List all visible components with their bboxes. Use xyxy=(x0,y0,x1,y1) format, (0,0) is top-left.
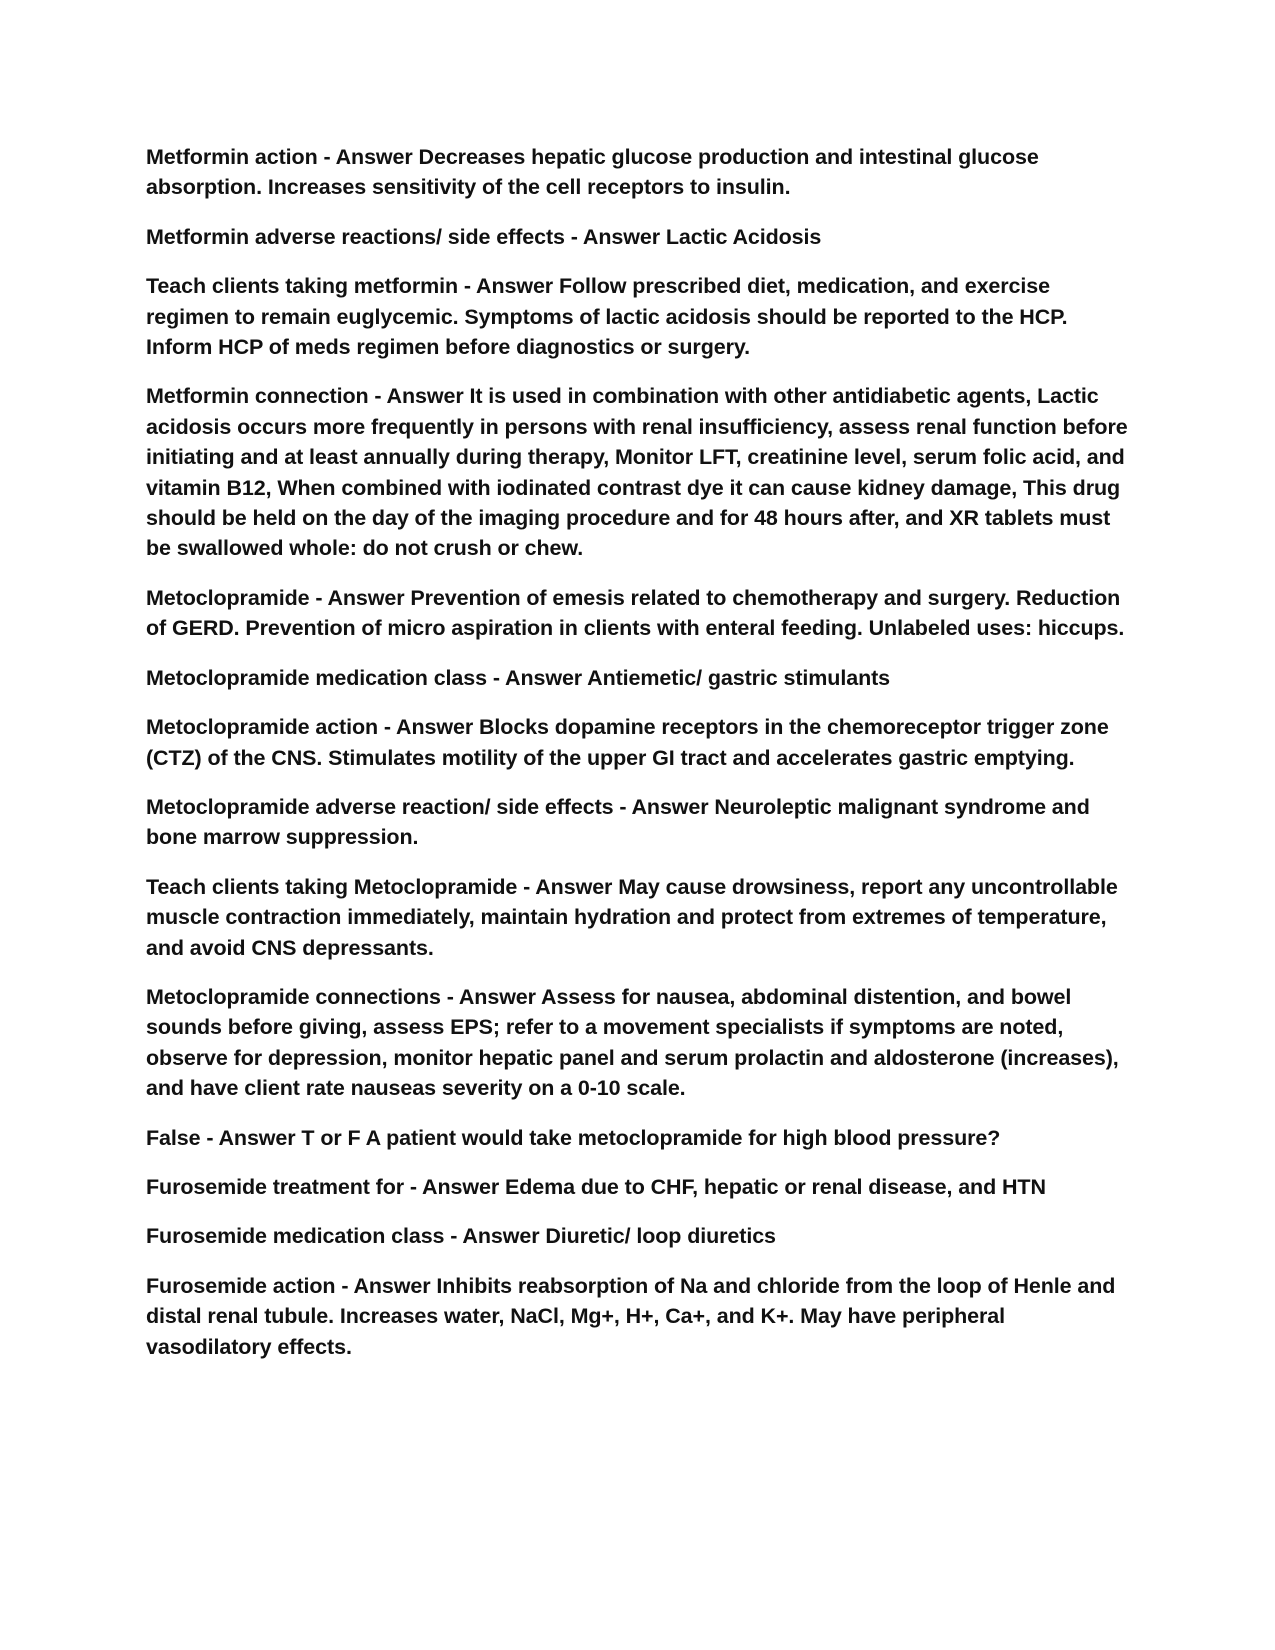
entry-metformin-action: Metformin action - Answer Decreases hepatic glucose production and intestinal glucose absorption. Increases sensitivity of the cell receptors to insulin. xyxy=(146,145,1039,200)
entry-metformin-adverse-reactions: Metformin adverse reactions/ side effects - Answer Lactic Acidosis xyxy=(146,224,822,249)
entry-furosemide-action: Furosemide action - Answer Inhibits reabsorption of Na and chloride from the loop of Henle and distal renal tubule. Increases water, NaCl, Mg+, H+, Ca+, and K+. May have peripheral vasodilatory effects. xyxy=(146,1273,1116,1359)
entry-metoclopramide-action: Metoclopramide action - Answer Blocks dopamine receptors in the chemoreceptor trigger zone (CTZ) of the CNS. Stimulates motility of the upper GI tract and accelerates gastric emptying. xyxy=(146,715,1109,770)
entry-furosemide-class: Furosemide medication class - Answer Diuretic/ loop diuretics xyxy=(146,1224,776,1249)
entry-true-false-question: False - Answer T or F A patient would take metoclopramide for high blood pressure? xyxy=(146,1125,1001,1150)
entry-metoclopramide-adverse: Metoclopramide adverse reaction/ side effects - Answer Neuroleptic malignant syndrome and bone marrow suppression. xyxy=(146,794,1090,850)
document-body xyxy=(146,142,1136,1381)
entry-metoclopramide-connections: Metoclopramide connections - Answer Assess for nausea, abdominal distention, and bowel sounds before giving, assess EPS; refer to a movement specialists if symptoms are noted, observe for depression, monitor hepatic panel and serum prolactin and aldosterone (increases), and have client rate nauseas severity on a 0-10 scale. xyxy=(146,984,1119,1101)
entry-teach-metformin: Teach clients taking metformin - Answer Follow prescribed diet, medication, and exercise regimen to remain euglycemic. Symptoms of lactic acidosis should be reported to the HCP. Inform HCP of meds regimen before diagnostics or surgery. xyxy=(146,274,1068,360)
entry-furosemide-treatment: Furosemide treatment for - Answer Edema due to CHF, hepatic or renal disease, and HTN xyxy=(146,1174,1046,1199)
entry-teach-metoclopramide: Teach clients taking Metoclopramide - Answer May cause drowsiness, report any uncontrollable muscle contraction immediately, maintain hydration and protect from extremes of temperature, and avoid CNS depressants. xyxy=(146,874,1118,960)
entry-metoclopramide: Metoclopramide - Answer Prevention of emesis related to chemotherapy and surgery. Reduction of GERD. Prevention of micro aspiration in clients with enteral feeding. Unlabeled uses: hiccups. xyxy=(146,585,1125,641)
entry-metoclopramide-class: Metoclopramide medication class - Answer Antiemetic/ gastric stimulants xyxy=(146,665,891,690)
entry-metformin-connection: Metformin connection - Answer It is used in combination with other antidiabetic agents, Lactic acidosis occurs more frequently in persons with renal insufficiency, assess renal function before initiating and at least annually during therapy, Monitor LFT, creatinine level, serum folic acid, and vitamin B12, When combined with iodinated contrast dye it can cause kidney damage, This drug should be held on the day of the imaging procedure and for 48 hours after, and XR tablets must be swallowed whole: do not crush or chew. xyxy=(146,384,1128,561)
